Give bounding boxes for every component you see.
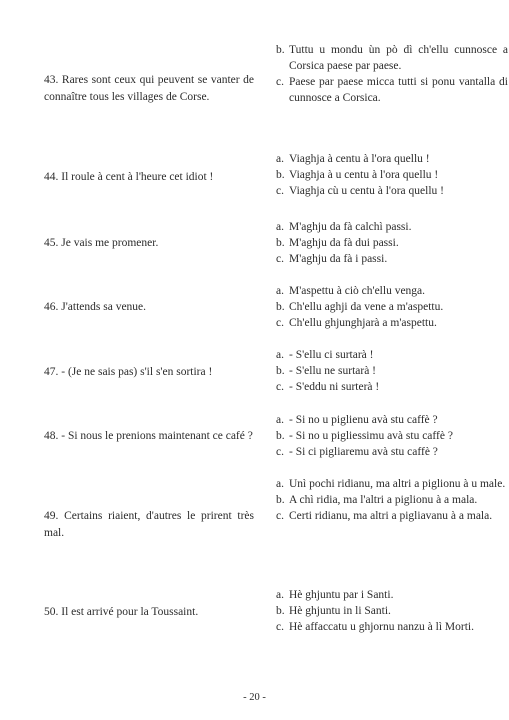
- answer-options: [276, 476, 508, 524]
- option-letter: a.: [276, 478, 284, 490]
- answer-option: [276, 379, 508, 395]
- option-text: Ch'ellu ghjunghjarà a m'aspettu.: [289, 317, 437, 329]
- option-letter: a.: [276, 589, 284, 601]
- option-letter: c.: [276, 253, 284, 265]
- answer-options: [276, 42, 508, 106]
- answer-option: [276, 508, 508, 524]
- option-letter: c.: [276, 185, 284, 197]
- option-text: - S'ellu ne surtarà !: [289, 365, 377, 377]
- option-text: Viaghja à u centu à l'ora quellu !: [289, 169, 439, 181]
- option-text: Ch'ellu aghji da vene a m'aspettu.: [289, 301, 444, 313]
- option-letter: a.: [276, 221, 284, 233]
- option-letter: b.: [276, 605, 285, 617]
- option-letter: b.: [276, 430, 285, 442]
- question-text: 43. Rares sont ceux qui peuvent se vanter de connaître tous les villages de Corse.: [44, 74, 254, 103]
- answer-option: [276, 235, 508, 251]
- option-text: Hè affaccatu u ghjornu nanzu à lì Morti.: [289, 621, 474, 633]
- answer-option: [276, 251, 508, 267]
- answer-option: [276, 363, 508, 379]
- option-letter: c.: [276, 621, 284, 633]
- option-letter: b.: [276, 169, 285, 181]
- answer-options: [276, 283, 508, 331]
- question-text: 50. Il est arrivé pour la Toussaint.: [44, 606, 199, 618]
- answer-option: [276, 42, 508, 74]
- answer-options: [276, 412, 508, 460]
- answer-option: [276, 619, 508, 635]
- option-text: Unì pochi ridianu, ma altri a piglionu à u male.: [289, 478, 506, 490]
- answer-options: [276, 219, 508, 267]
- answer-option: [276, 167, 508, 183]
- page-number: - 20 -: [243, 692, 266, 703]
- option-text: Certi ridianu, ma altri a pigliavanu à a mala.: [289, 510, 493, 522]
- answer-option: [276, 587, 508, 603]
- answer-option: [276, 412, 508, 428]
- question-text: 49. Certains riaient, d'autres le prirent très mal.: [44, 510, 254, 539]
- option-text: Hè ghjuntu par i Santi.: [289, 589, 394, 601]
- answer-option: [276, 603, 508, 619]
- answer-option: [276, 444, 508, 460]
- option-text: Tuttu u mondu ùn pò dì ch'ellu cunnosce a Corsica paese par paese.: [289, 44, 508, 72]
- question-text: 47. - (Je ne sais pas) s'il s'en sortira !: [44, 366, 213, 378]
- option-letter: b.: [276, 44, 285, 56]
- option-text: - Si no u pigliessimu avà stu caffè ?: [289, 430, 453, 442]
- option-text: - S'ellu ci surtarà !: [289, 349, 374, 361]
- option-letter: b.: [276, 301, 285, 313]
- option-letter: a.: [276, 414, 284, 426]
- answer-option: [276, 476, 508, 492]
- option-letter: c.: [276, 381, 284, 393]
- option-text: M'aghju da fà dui passi.: [289, 237, 399, 249]
- option-letter: c.: [276, 76, 284, 88]
- option-text: M'aspettu à ciò ch'ellu venga.: [289, 285, 426, 297]
- option-text: Paese par paese micca tutti si ponu vantalla di cunnosce a Corsica.: [289, 76, 508, 104]
- option-text: - Si ci pigliaremu avà stu caffè ?: [289, 446, 438, 458]
- option-text: - S'eddu ni surterà !: [289, 381, 380, 393]
- question-text: 44. Il roule à cent à l'heure cet idiot !: [44, 171, 214, 183]
- option-letter: a.: [276, 153, 284, 165]
- option-text: M'aghju da fà i passi.: [289, 253, 388, 265]
- option-letter: b.: [276, 237, 285, 249]
- option-letter: c.: [276, 510, 284, 522]
- option-letter: a.: [276, 285, 284, 297]
- answer-option: [276, 183, 508, 199]
- option-text: Viaghja cù u centu à l'ora quellu !: [289, 185, 444, 197]
- answer-option: [276, 492, 508, 508]
- answer-option: [276, 315, 508, 331]
- option-letter: a.: [276, 349, 284, 361]
- answer-option: [276, 283, 508, 299]
- answer-option: [276, 299, 508, 315]
- option-letter: b.: [276, 365, 285, 377]
- option-text: Viaghja à centu à l'ora quellu !: [289, 153, 430, 165]
- answer-options: [276, 587, 508, 635]
- option-text: Hè ghjuntu in li Santi.: [289, 605, 391, 617]
- question-text: 48. - Si nous le prenions maintenant ce café ?: [44, 430, 253, 442]
- option-text: A chì ridia, ma l'altri a piglionu à a mala.: [289, 494, 478, 506]
- answer-option: [276, 219, 508, 235]
- option-text: - Si no u piglienu avà stu caffè ?: [289, 414, 438, 426]
- option-text: M'aghju da fà calchì passi.: [289, 221, 412, 233]
- answer-options: [276, 347, 508, 395]
- option-letter: b.: [276, 494, 285, 506]
- question-text: 46. J'attends sa venue.: [44, 301, 147, 313]
- question-text: 45. Je vais me promener.: [44, 237, 159, 249]
- option-letter: c.: [276, 317, 284, 329]
- answer-option: [276, 151, 508, 167]
- answer-option: [276, 347, 508, 363]
- option-letter: c.: [276, 446, 284, 458]
- answer-option: [276, 428, 508, 444]
- answer-option: [276, 74, 508, 106]
- answer-options: [276, 151, 508, 199]
